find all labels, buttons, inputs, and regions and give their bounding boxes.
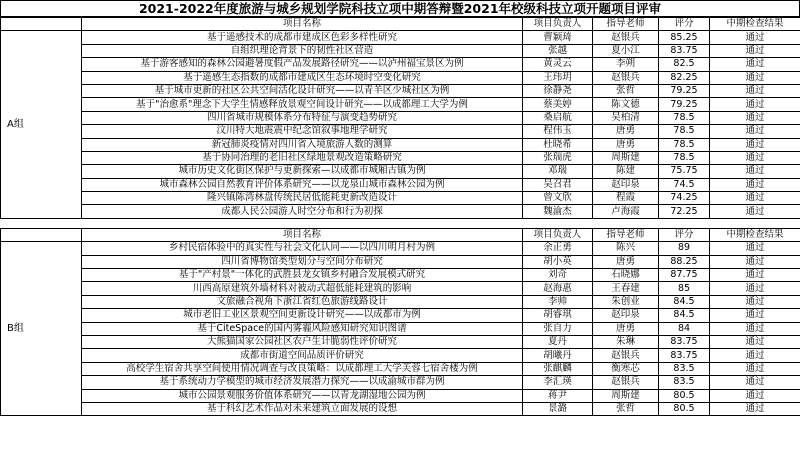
score-cell[interactable]: 89 [659, 242, 710, 255]
header-project-leader[interactable]: 项目负责人 [523, 18, 593, 31]
project-name-cell[interactable]: 城市历史文化街区保护与更新探索—以成都市城厢古镇为例 [82, 165, 523, 178]
advisor-cell[interactable]: 赵印泉 [593, 178, 659, 191]
table-row [1, 98, 800, 111]
advisor-cell[interactable]: 张哲 [593, 402, 659, 415]
midterm-result-cell[interactable]: 通过 [710, 192, 800, 205]
midterm-result-cell[interactable]: 通过 [710, 389, 800, 402]
header-project-leader[interactable]: 项目负责人 [523, 228, 593, 241]
advisor-cell[interactable]: 唐勇 [593, 125, 659, 138]
project-name-cell[interactable]: 新冠肺炎疫情对四川省入境旅游人数的测算 [82, 138, 523, 151]
score-cell[interactable]: 83.75 [659, 349, 710, 362]
midterm-result-cell[interactable]: 通过 [710, 402, 800, 415]
header-midterm-result[interactable]: 中期检查结果 [710, 228, 800, 241]
project-name-cell[interactable]: 川西高原建筑外墙材料对被动式超低能耗建筑的影响 [82, 282, 523, 295]
score-cell[interactable]: 74.5 [659, 178, 710, 191]
midterm-result-cell[interactable]: 通过 [710, 205, 800, 218]
project-name-cell[interactable]: 基于遥感技术的成都市建成区色彩多样性研究 [82, 31, 523, 44]
score-cell[interactable]: 87.75 [659, 269, 710, 282]
advisor-cell[interactable]: 赵印泉 [593, 309, 659, 322]
project-name-cell[interactable]: 四川省城市规模体系分布特征与演变趋势研究 [82, 111, 523, 124]
advisor-cell[interactable]: 周斯建 [593, 151, 659, 164]
midterm-result-cell[interactable]: 通过 [710, 31, 800, 44]
table-row [1, 192, 800, 205]
midterm-result-cell[interactable]: 通过 [710, 44, 800, 57]
score-cell[interactable]: 79.25 [659, 84, 710, 97]
project-name-cell[interactable]: 文旅融合视角下浙江省红色旅游线路设计 [82, 295, 523, 308]
advisor-cell[interactable]: 朱琳 [593, 335, 659, 348]
score-cell[interactable]: 78.5 [659, 111, 710, 124]
advisor-cell[interactable]: 唐勇 [593, 138, 659, 151]
score-cell[interactable]: 85 [659, 282, 710, 295]
advisor-cell[interactable]: 朱创业 [593, 295, 659, 308]
project-name-cell[interactable]: 大熊猫国家公园社区农户生计脆弱性评价研究 [82, 335, 523, 348]
advisor-cell[interactable]: 陈建 [593, 165, 659, 178]
table-row [1, 111, 800, 124]
project-leader-cell[interactable]: 杜晓希 [523, 138, 593, 151]
midterm-result-cell[interactable]: 通过 [710, 242, 800, 255]
score-cell[interactable]: 83.5 [659, 376, 710, 389]
advisor-cell[interactable]: 张哲 [593, 84, 659, 97]
score-cell[interactable]: 83.5 [659, 362, 710, 375]
score-cell[interactable]: 74.25 [659, 192, 710, 205]
midterm-result-cell[interactable]: 通过 [710, 84, 800, 97]
project-name-cell[interactable]: 城市老旧工业区景观空间更新设计研究——以成都市为例 [82, 309, 523, 322]
score-cell[interactable]: 72.25 [659, 205, 710, 218]
score-cell[interactable]: 78.5 [659, 125, 710, 138]
project-name-cell[interactable]: 基于科幻艺术作品对未来建筑立面发展的设想 [82, 402, 523, 415]
table-row [1, 165, 800, 178]
group-header-blank[interactable] [1, 228, 82, 241]
project-name-cell[interactable]: 城市森林公园自然教育评价体系研究——以龙泉山城市森林公园为例 [82, 178, 523, 191]
score-cell[interactable]: 84.5 [659, 295, 710, 308]
project-name-cell[interactable]: 基于城市更新的社区公共空间活化设计研究——以青羊区少城社区为例 [82, 84, 523, 97]
score-cell[interactable]: 82.25 [659, 71, 710, 84]
advisor-cell[interactable]: 夏小江 [593, 44, 659, 57]
table-row [1, 282, 800, 295]
advisor-cell[interactable]: 赵银兵 [593, 71, 659, 84]
midterm-result-cell[interactable]: 通过 [710, 295, 800, 308]
table-row [1, 178, 800, 191]
project-leader-cell[interactable]: 张越 [523, 44, 593, 57]
score-cell[interactable]: 78.5 [659, 151, 710, 164]
table-row [1, 255, 800, 268]
header-advisor[interactable]: 指导老师 [593, 228, 659, 241]
project-leader-cell[interactable]: 胡小英 [523, 255, 593, 268]
advisor-cell[interactable]: 周斯建 [593, 389, 659, 402]
midterm-result-cell[interactable]: 通过 [710, 362, 800, 375]
table-row [1, 31, 800, 44]
project-leader-cell[interactable]: 胡曦丹 [523, 349, 593, 362]
midterm-result-cell[interactable]: 通过 [710, 165, 800, 178]
midterm-result-cell[interactable]: 通过 [710, 255, 800, 268]
project-name-cell[interactable]: 成都市街道空间品质评价研究 [82, 349, 523, 362]
midterm-result-cell[interactable]: 通过 [710, 269, 800, 282]
midterm-result-cell[interactable]: 通过 [710, 71, 800, 84]
header-midterm-result[interactable]: 中期检查结果 [710, 18, 800, 31]
project-leader-cell[interactable]: 邓瑞 [523, 165, 593, 178]
review-table [0, 17, 800, 416]
table-row [1, 402, 800, 415]
score-cell[interactable]: 83.75 [659, 44, 710, 57]
score-cell[interactable]: 84 [659, 322, 710, 335]
project-name-cell[interactable]: 乡村民宿体验中的真实性与社会文化认同——以四川明月村为例 [82, 242, 523, 255]
header-project-name[interactable]: 项目名称 [82, 18, 523, 31]
header-project-name[interactable]: 项目名称 [82, 228, 523, 241]
table-row [1, 138, 800, 151]
project-leader-cell[interactable]: 曹颖琦 [523, 31, 593, 44]
table-row [1, 44, 800, 57]
score-cell[interactable]: 75.75 [659, 165, 710, 178]
midterm-result-cell[interactable]: 通过 [710, 178, 800, 191]
table-row [1, 335, 800, 348]
table-row [1, 71, 800, 84]
table-row [1, 125, 800, 138]
advisor-cell[interactable]: 王春建 [593, 282, 659, 295]
project-leader-cell[interactable]: 魏渝杰 [523, 205, 593, 218]
score-cell[interactable]: 79.25 [659, 98, 710, 111]
advisor-cell[interactable]: 赵银兵 [593, 349, 659, 362]
midterm-result-cell[interactable]: 通过 [710, 151, 800, 164]
project-name-cell[interactable]: 汶川特大地震震中纪念馆叙事地理学研究 [82, 125, 523, 138]
project-name-cell[interactable]: 四川省博物馆类型划分与空间分布研究 [82, 255, 523, 268]
project-leader-cell[interactable]: 李汇瑛 [523, 376, 593, 389]
advisor-cell[interactable]: 唐勇 [593, 255, 659, 268]
project-name-cell[interactable]: 成都人民公园游人时空分布和行为初探 [82, 205, 523, 218]
table-row [1, 58, 800, 71]
midterm-result-cell[interactable]: 通过 [710, 309, 800, 322]
table-row [1, 376, 800, 389]
project-leader-cell[interactable]: 刘奇 [523, 269, 593, 282]
score-cell[interactable]: 80.5 [659, 402, 710, 415]
project-name-cell[interactable]: 自组织理论背景下的韧性社区营造 [82, 44, 523, 57]
header-row [1, 18, 800, 31]
table-row [1, 205, 800, 218]
project-name-cell[interactable]: 隆兴镇陈湾林盘传统民居低能耗更新改造设计 [82, 192, 523, 205]
midterm-result-cell[interactable]: 通过 [710, 282, 800, 295]
project-name-cell[interactable]: 基于系统动力学模型的城市经济发展潜力探究——以成渝城市群为例 [82, 376, 523, 389]
project-name-cell[interactable]: 基于CiteSpace的国内雾霾风险感知研究知识图谱 [82, 322, 523, 335]
midterm-result-cell[interactable]: 通过 [710, 58, 800, 71]
advisor-cell[interactable]: 程霞 [593, 192, 659, 205]
score-cell[interactable]: 85.25 [659, 31, 710, 44]
project-name-cell[interactable]: 基于协同治理的老旧社区绿地景观改造策略研究 [82, 151, 523, 164]
advisor-cell[interactable]: 李朔 [593, 58, 659, 71]
project-name-cell[interactable]: 基于游客感知的森林公园避暑度假产品发展路径研究——以泸州福宝景区为例 [82, 58, 523, 71]
group-header-blank[interactable] [1, 18, 82, 31]
header-row [1, 228, 800, 241]
score-cell[interactable]: 84.5 [659, 309, 710, 322]
advisor-cell[interactable]: 陈兴 [593, 242, 659, 255]
table-row [1, 151, 800, 164]
score-cell[interactable]: 83.75 [659, 335, 710, 348]
header-advisor[interactable]: 指导老师 [593, 18, 659, 31]
table-row [1, 269, 800, 282]
project-leader-cell[interactable]: 景潞 [523, 402, 593, 415]
project-name-cell[interactable]: 基于"产村景"一体化的武胜县龙女镇乡村融合发展模式研究 [82, 269, 523, 282]
project-leader-cell[interactable]: 吴召君 [523, 178, 593, 191]
midterm-result-cell[interactable]: 通过 [710, 111, 800, 124]
advisor-cell[interactable]: 卢海霞 [593, 205, 659, 218]
project-leader-cell[interactable]: 黄灵云 [523, 58, 593, 71]
project-leader-cell[interactable]: 程伟玉 [523, 125, 593, 138]
project-leader-cell[interactable]: 桑启航 [523, 111, 593, 124]
project-leader-cell[interactable]: 赵海惠 [523, 282, 593, 295]
sheet-title: 2021-2022年度旅游与城乡规划学院科技立项中期答辩暨2021年校级科技立项开题项目评审 [0, 0, 800, 17]
project-leader-cell[interactable]: 张瑞虎 [523, 151, 593, 164]
score-cell[interactable]: 80.5 [659, 389, 710, 402]
advisor-cell[interactable]: 衡寒芯 [593, 362, 659, 375]
score-cell[interactable]: 78.5 [659, 138, 710, 151]
advisor-cell[interactable]: 唐勇 [593, 322, 659, 335]
group-label[interactable]: A组 [1, 31, 82, 218]
table-row [1, 242, 800, 255]
project-leader-cell[interactable]: 夏丹 [523, 335, 593, 348]
advisor-cell[interactable]: 赵银兵 [593, 31, 659, 44]
table-row [1, 362, 800, 375]
project-leader-cell[interactable]: 张麒麟 [523, 362, 593, 375]
project-leader-cell[interactable]: 徐静尧 [523, 84, 593, 97]
project-leader-cell[interactable]: 曾文欣 [523, 192, 593, 205]
advisor-cell[interactable]: 陈文德 [593, 98, 659, 111]
header-score[interactable]: 评分 [659, 228, 710, 241]
project-leader-cell[interactable]: 张自力 [523, 322, 593, 335]
project-leader-cell[interactable]: 胡睿琪 [523, 309, 593, 322]
table-row [1, 84, 800, 97]
table-row [1, 322, 800, 335]
table-row [1, 295, 800, 308]
table-row [1, 389, 800, 402]
midterm-result-cell[interactable]: 通过 [710, 125, 800, 138]
project-leader-cell[interactable]: 蔡美婷 [523, 98, 593, 111]
project-name-cell[interactable]: 高校学生宿舍共享空间使用情况调查与改良策略：以成都理工大学芙蓉七宿舍楼为例 [82, 362, 523, 375]
project-name-cell[interactable]: 城市公园景观服务价值体系研究——以青龙湖湿地公园为例 [82, 389, 523, 402]
midterm-result-cell[interactable]: 通过 [710, 376, 800, 389]
midterm-result-cell[interactable]: 通过 [710, 138, 800, 151]
midterm-result-cell[interactable]: 通过 [710, 98, 800, 111]
score-cell[interactable]: 88.25 [659, 255, 710, 268]
group-spacer [1, 218, 800, 228]
project-name-cell[interactable]: 基于"治愈系"理念下大学生情感释放景观空间设计研究——以成都理工大学为例 [82, 98, 523, 111]
project-leader-cell[interactable]: 蒋尹 [523, 389, 593, 402]
midterm-result-cell[interactable]: 通过 [710, 335, 800, 348]
group-label[interactable]: B组 [1, 242, 82, 416]
project-name-cell[interactable]: 基于遥感生态指数的成都市建成区生态环境时空变化研究 [82, 71, 523, 84]
project-leader-cell[interactable]: 王玮玥 [523, 71, 593, 84]
project-leader-cell[interactable]: 余正勇 [523, 242, 593, 255]
advisor-cell[interactable]: 赵银兵 [593, 376, 659, 389]
midterm-result-cell[interactable]: 通过 [710, 322, 800, 335]
midterm-result-cell[interactable]: 通过 [710, 349, 800, 362]
project-leader-cell[interactable]: 李帅 [523, 295, 593, 308]
table-row [1, 309, 800, 322]
header-score[interactable]: 评分 [659, 18, 710, 31]
advisor-cell[interactable]: 吴柏清 [593, 111, 659, 124]
table-row [1, 349, 800, 362]
advisor-cell[interactable]: 石晓娜 [593, 269, 659, 282]
score-cell[interactable]: 82.5 [659, 58, 710, 71]
